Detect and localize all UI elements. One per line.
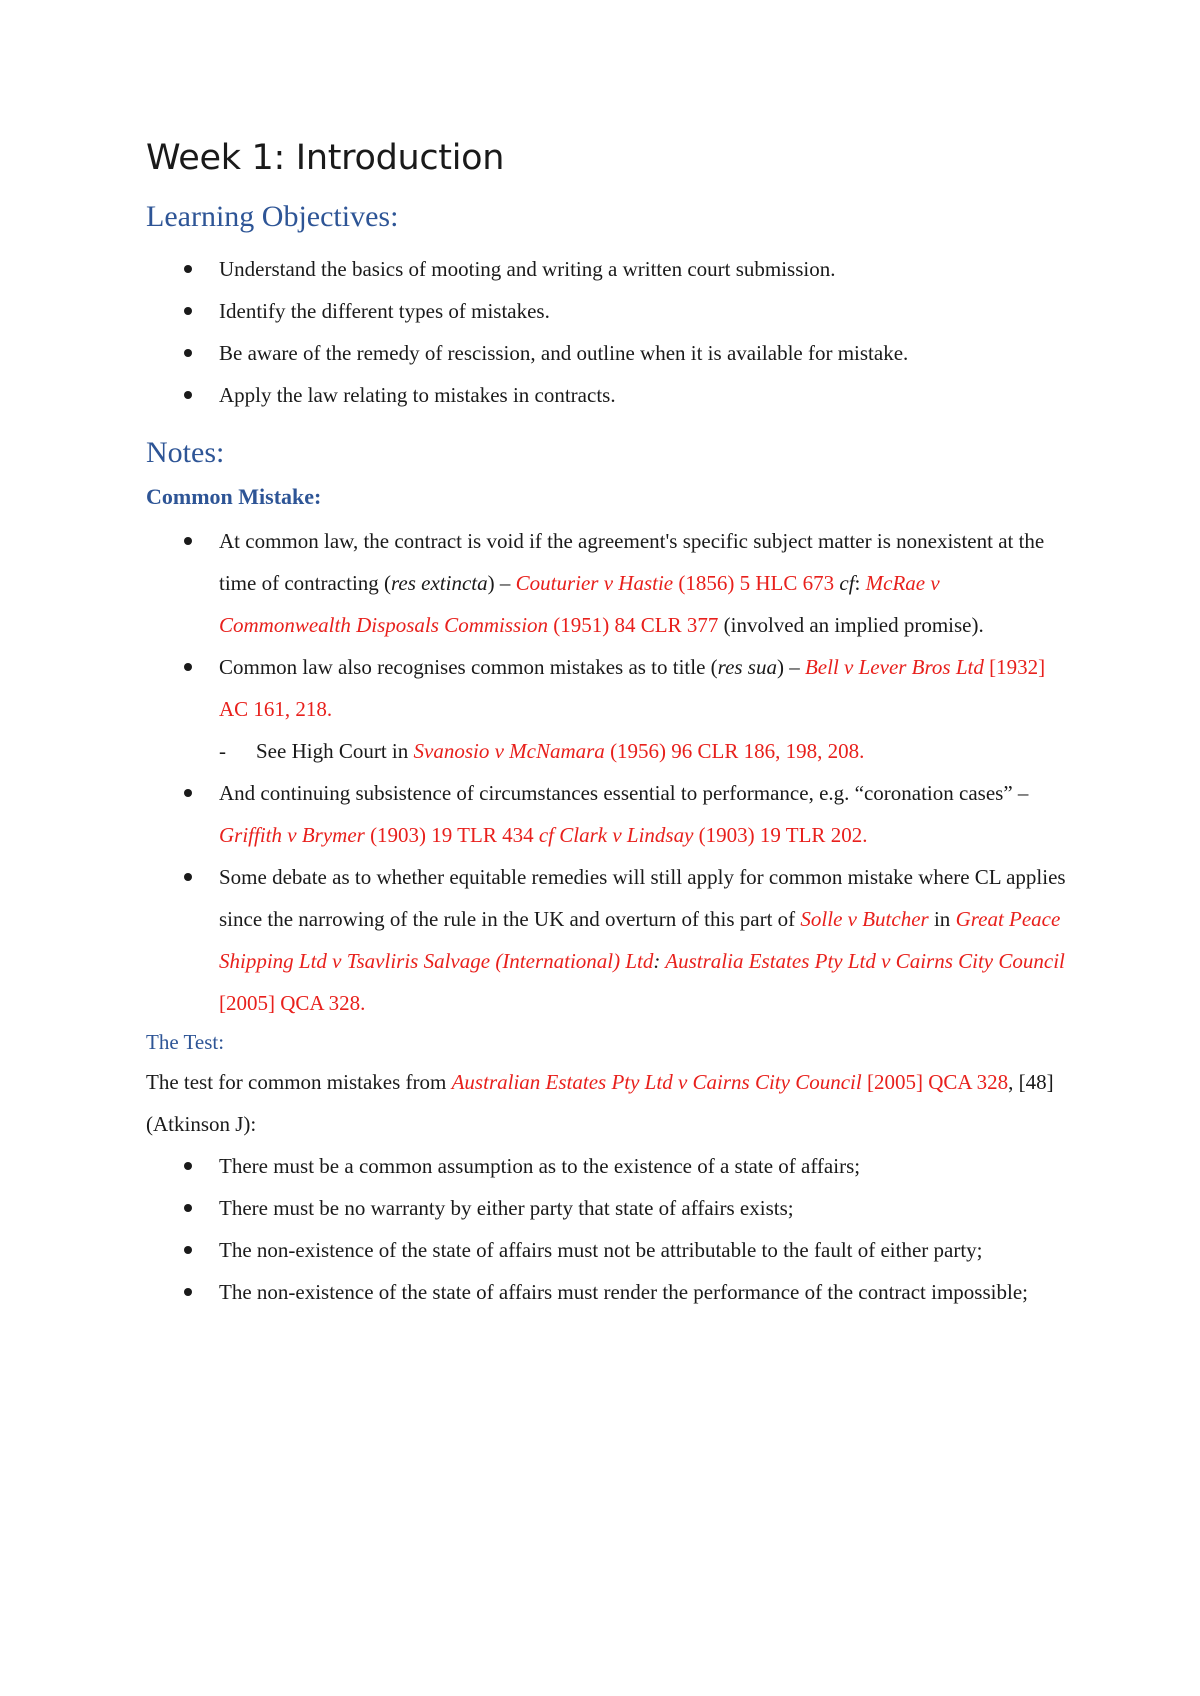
list-item: Identify the different types of mistakes.	[146, 290, 1070, 332]
list-item: Some debate as to whether equitable remedies will still apply for common mistake where CL applies since the narrowing of the rule in the UK and overturn of this part of Solle v Butcher in Great Peace Shipping Ltd v Tsavliris Salvage (International) Ltd: Australia Estates Pty Ltd v Cairns City Council [2005] QCA 328.	[146, 856, 1070, 1024]
list-item: The non-existence of the state of affairs must render the performance of the contract impossible;	[146, 1271, 1070, 1313]
case-citation: Griffith v Brymer	[219, 823, 365, 847]
bullet-icon	[184, 537, 192, 545]
bullet-icon	[184, 1162, 192, 1170]
list-item: Common law also recognises common mistakes as to title (res sua) – Bell v Lever Bros Ltd [1932] AC 161, 218.	[146, 646, 1070, 730]
case-citation: Solle v Butcher	[800, 907, 929, 931]
bullet-icon	[184, 1204, 192, 1212]
list-item: Be aware of the remedy of rescission, and outline when it is available for mistake.	[146, 332, 1070, 374]
case-citation: Bell v Lever Bros Ltd	[804, 655, 984, 679]
notes-heading: Notes:	[146, 436, 225, 469]
sub-list-item: - See High Court in Svanosio v McNamara (1956) 96 CLR 186, 198, 208.	[219, 739, 865, 763]
learning-objectives-heading: Learning Objectives:	[146, 200, 399, 233]
test-list	[146, 1145, 1070, 1313]
common-mistake-list-continued	[146, 772, 1070, 1024]
case-citation: Great Peace Shipping Ltd v Tsavliris Salvage (International) Ltd	[219, 907, 1061, 973]
bullet-icon	[184, 265, 192, 273]
case-citation: Australia Estates Pty Ltd v Cairns City Council	[665, 949, 1065, 973]
page-title: Week 1: Introduction	[146, 138, 505, 178]
case-citation: Australian Estates Pty Ltd v Cairns City Council	[451, 1070, 862, 1094]
case-citation: Clark v Lindsay	[559, 823, 694, 847]
test-intro-paragraph: The test for common mistakes from Australian Estates Pty Ltd v Cairns City Council [2005] QCA 328, [48] (Atkinson J):	[146, 1070, 1054, 1136]
bullet-icon	[184, 349, 192, 357]
list-item: The non-existence of the state of affairs must not be attributable to the fault of either party;	[146, 1229, 1070, 1271]
case-citation: McRae v Commonwealth Disposals Commission	[219, 571, 940, 637]
bullet-icon	[184, 789, 192, 797]
bullet-icon	[184, 391, 192, 399]
list-item: Apply the law relating to mistakes in contracts.	[146, 374, 1070, 416]
list-item: And continuing subsistence of circumstances essential to performance, e.g. “coronation cases” – Griffith v Brymer (1903) 19 TLR 434 cf Clark v Lindsay (1903) 19 TLR 202.	[146, 772, 1070, 856]
the-test-heading: The Test:	[146, 1030, 225, 1054]
case-citation: Svanosio v McNamara	[413, 739, 605, 763]
bullet-icon	[184, 663, 192, 671]
list-item: At common law, the contract is void if the agreement's specific subject matter is nonexistent at the time of contracting (res extincta) – Couturier v Hastie (1856) 5 HLC 673 cf: McRae v Commonwealth Disposals Commission (1951) 84 CLR 377 (involved an implied promise).	[146, 520, 1070, 646]
bullet-icon	[184, 873, 192, 881]
bullet-icon	[184, 1288, 192, 1296]
common-mistake-heading: Common Mistake:	[146, 484, 322, 509]
bullet-icon	[184, 1246, 192, 1254]
case-citation: Couturier v Hastie	[515, 571, 674, 595]
common-mistake-list	[146, 520, 1070, 730]
list-item: Understand the basics of mooting and writing a written court submission.	[146, 248, 1070, 290]
objectives-list	[146, 248, 1070, 416]
list-item: There must be no warranty by either party that state of affairs exists;	[146, 1187, 1070, 1229]
bullet-icon	[184, 307, 192, 315]
list-item: There must be a common assumption as to the existence of a state of affairs;	[146, 1145, 1070, 1187]
